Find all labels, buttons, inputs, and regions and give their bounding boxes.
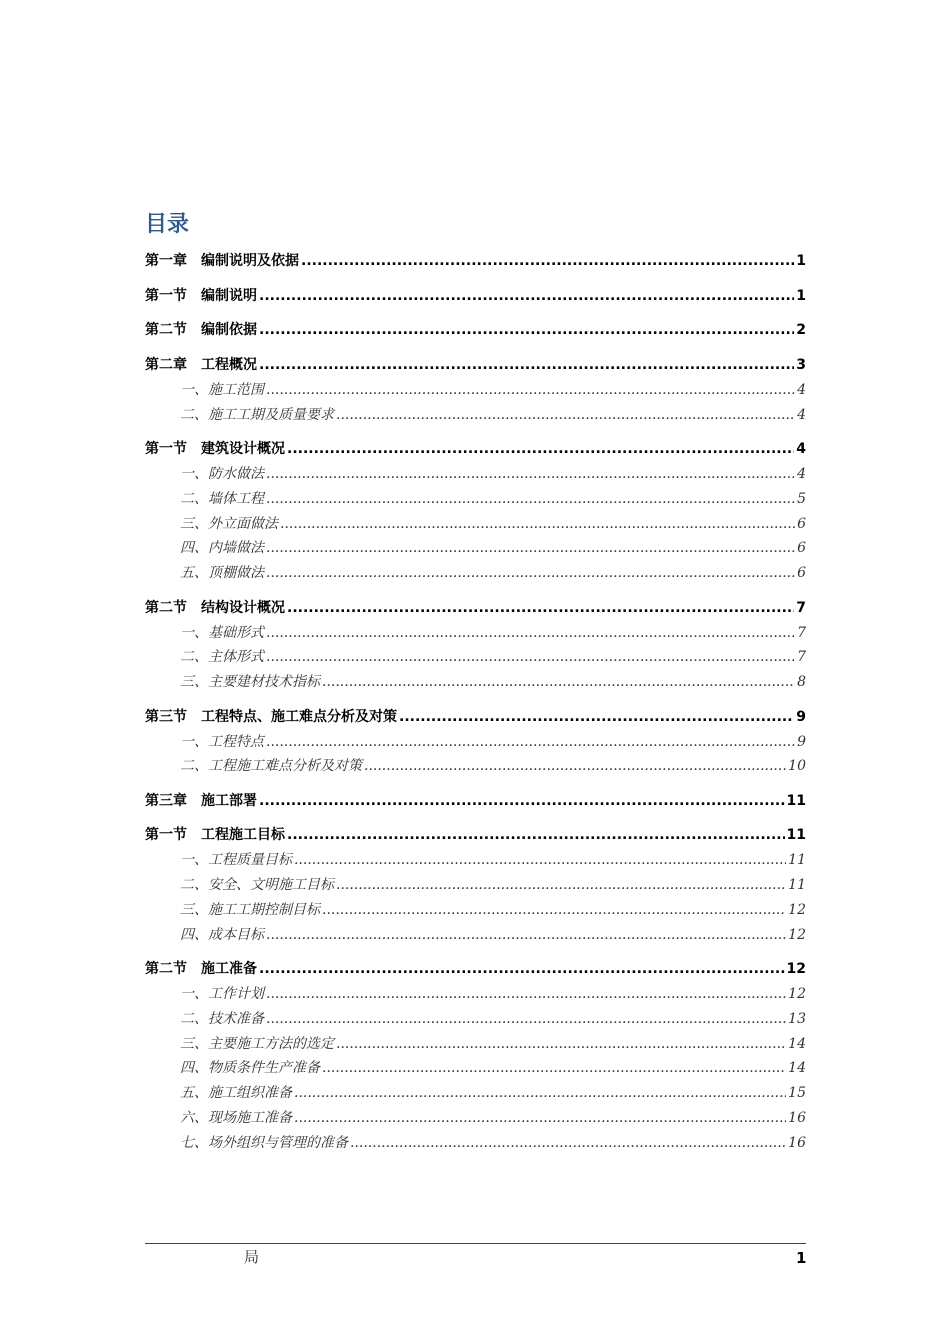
toc-entry-number: 第二节: [145, 599, 187, 616]
toc-subentry[interactable]: [145, 562, 806, 587]
toc-dot-leader: [301, 253, 794, 269]
toc-subentry[interactable]: [145, 1008, 806, 1033]
toc-chapter-entry[interactable]: [145, 319, 806, 344]
toc-entry-number: 四、: [180, 540, 208, 557]
toc-entry-number: 二、: [180, 758, 208, 775]
toc-entry-title: 外立面做法: [208, 515, 278, 532]
toc-entry-number: 二、: [180, 490, 208, 507]
toc-entry-title: 安全、文明施工目标: [208, 877, 334, 894]
toc-subentry[interactable]: [145, 1033, 806, 1058]
toc-entry-number: 四、: [180, 926, 208, 943]
toc-entry-number: 一、: [180, 624, 208, 641]
toc-chapter-entry[interactable]: [145, 354, 806, 379]
toc-entry-page: 16: [788, 1110, 806, 1127]
toc-chapter-entry[interactable]: [145, 790, 806, 815]
toc-dot-leader: [294, 1110, 786, 1126]
toc-entry-number: 七、: [180, 1134, 208, 1151]
toc-subentry[interactable]: [145, 646, 806, 671]
toc-entry-page: 15: [788, 1085, 806, 1102]
toc-entry-number: 二、: [180, 406, 208, 423]
toc-entry-page: 2: [796, 322, 806, 339]
toc-entry-page: 14: [788, 1035, 806, 1052]
toc-entry-page: 3: [796, 356, 806, 373]
toc-entry-page: 12: [786, 961, 806, 978]
toc-subentry[interactable]: [145, 849, 806, 874]
toc-entry-number: 第二节: [145, 322, 187, 339]
toc-dot-leader: [287, 600, 794, 616]
toc-entry-title: 技术准备: [208, 1010, 264, 1027]
toc-entry-title: 施工工期及质量要求: [208, 406, 334, 423]
toc-entry-title: 主要施工方法的选定: [208, 1035, 334, 1052]
toc-subentry[interactable]: [145, 731, 806, 756]
toc-chapter-entry[interactable]: [145, 824, 806, 849]
toc-entry-number: 五、: [180, 1085, 208, 1102]
toc-entry-title: 基础形式: [208, 624, 264, 641]
toc-subentry[interactable]: [145, 463, 806, 488]
toc-entry-page: 7: [797, 624, 806, 641]
toc-entry-page: 4: [797, 381, 806, 398]
toc-entry-page: 9: [797, 733, 806, 750]
toc-subentry[interactable]: [145, 671, 806, 696]
toc-entry-number: 三、: [180, 674, 208, 691]
toc-entry-title: 墙体工程: [208, 490, 264, 507]
toc-entry-number: 一、: [180, 986, 208, 1003]
toc-dot-leader: [259, 322, 794, 338]
toc-chapter-entry[interactable]: [145, 285, 806, 310]
toc-subentry[interactable]: [145, 513, 806, 538]
toc-entry-title: 场外组织与管理的准备: [208, 1134, 348, 1151]
toc-subentry[interactable]: [145, 924, 806, 949]
toc-entry-title: 顶棚做法: [208, 565, 264, 582]
toc-dot-leader: [259, 961, 785, 977]
toc-chapter-entry[interactable]: [145, 438, 806, 463]
toc-entry-page: 4: [797, 406, 806, 423]
toc-dot-leader: [294, 852, 786, 868]
toc-entry-page: 12: [788, 986, 806, 1003]
footer-left-text: 局: [244, 1248, 260, 1266]
toc-entry-number: 四、: [180, 1060, 208, 1077]
toc-entry-page: 6: [797, 515, 806, 532]
toc-entry-title: 施工范围: [208, 381, 264, 398]
toc-subentry[interactable]: [145, 755, 806, 780]
toc-entry-title: 工程概况: [201, 356, 257, 373]
toc-dot-leader: [259, 288, 794, 304]
toc-chapter-entry[interactable]: [145, 250, 806, 275]
toc-subentry[interactable]: [145, 899, 806, 924]
toc-chapter-entry[interactable]: [145, 597, 806, 622]
toc-entry-title: 编制依据: [201, 322, 257, 339]
toc-entry-number: 二、: [180, 1010, 208, 1027]
toc-dot-leader: [259, 357, 794, 373]
toc-subentry[interactable]: [145, 1132, 806, 1157]
toc-dot-leader: [322, 902, 786, 918]
toc-entry-title: 施工组织准备: [208, 1085, 292, 1102]
toc-subentry[interactable]: [145, 537, 806, 562]
toc-dot-leader: [287, 441, 794, 457]
toc-dot-leader: [266, 625, 795, 641]
toc-entry-title: 主体形式: [208, 649, 264, 666]
toc-dot-leader: [259, 793, 785, 809]
toc-dot-leader: [266, 382, 795, 398]
toc-chapter-entry[interactable]: [145, 958, 806, 983]
toc-dot-leader: [294, 1085, 786, 1101]
toc-entry-title: 成本目标: [208, 926, 264, 943]
toc-dot-leader: [266, 565, 795, 581]
toc-entry-page: 14: [788, 1060, 806, 1077]
toc-entry-page: 9: [796, 708, 806, 725]
toc-entry-title: 编制说明及依据: [201, 253, 299, 269]
toc-subentry[interactable]: [145, 983, 806, 1008]
toc-dot-leader: [266, 1011, 786, 1027]
toc-entry-number: 三、: [180, 515, 208, 532]
toc-entry-page: 5: [797, 490, 806, 507]
toc-entry-number: 二、: [180, 649, 208, 666]
toc-entry-page: 13: [788, 1010, 806, 1027]
toc-entry-number: 五、: [180, 565, 208, 582]
toc-entry-page: 7: [797, 649, 806, 666]
toc-entry-title: 防水做法: [208, 465, 264, 482]
toc-entry-number: 第二节: [145, 961, 187, 978]
toc-dot-leader: [336, 407, 795, 423]
toc-dot-leader: [266, 927, 786, 943]
toc-entry-number: 二、: [180, 877, 208, 894]
toc-entry-title: 工程施工难点分析及对策: [208, 758, 362, 775]
toc-dot-leader: [266, 540, 795, 556]
toc-chapter-entry[interactable]: [145, 706, 806, 731]
toc-entry-title: 主要建材技术指标: [208, 674, 320, 691]
toc-entry-title: 施工准备: [201, 961, 257, 978]
toc-entry-number: 第三章: [145, 792, 187, 809]
toc-entry-page: 12: [788, 901, 806, 918]
toc-entry-page: 4: [797, 465, 806, 482]
toc-entry-number: 一、: [180, 852, 208, 869]
toc-entry-page: 11: [788, 852, 806, 869]
toc-entry-title: 内墙做法: [208, 540, 264, 557]
toc-entry-number: 第二章: [145, 356, 187, 373]
toc-entry-title: 工程施工目标: [201, 827, 285, 844]
toc-dot-leader: [266, 491, 795, 507]
toc-subentry[interactable]: [145, 1107, 806, 1132]
toc-dot-leader: [336, 877, 786, 893]
toc-entry-page: 11: [788, 877, 806, 894]
toc-subentry[interactable]: [145, 622, 806, 647]
toc-entry-page: 6: [797, 540, 806, 557]
toc-entry-page: 1: [796, 287, 806, 304]
toc-entry-number: 三、: [180, 1035, 208, 1052]
toc-entry-title: 建筑设计概况: [201, 440, 285, 457]
toc-entry-page: 8: [797, 674, 806, 691]
toc-dot-leader: [350, 1135, 786, 1151]
toc-entry-title: 工程质量目标: [208, 852, 292, 869]
toc-dot-leader: [336, 1036, 786, 1052]
toc-subentry[interactable]: [145, 404, 806, 429]
toc-dot-leader: [280, 516, 795, 532]
toc-entry-title: 施工部署: [201, 792, 257, 809]
toc-dot-leader: [364, 758, 786, 774]
toc-entry-page: 16: [788, 1134, 806, 1151]
toc-entry-title: 工作计划: [208, 986, 264, 1003]
toc-dot-leader: [287, 827, 785, 843]
toc-subentry[interactable]: [145, 1082, 806, 1107]
toc-entry-number: 一、: [180, 733, 208, 750]
toc-entry-number: 第一节: [145, 827, 187, 844]
toc-entry-page: 11: [786, 827, 806, 844]
toc-entry-page: 6: [797, 565, 806, 582]
footer-page-number: 1: [796, 1249, 807, 1267]
toc-entry-page: 4: [796, 440, 806, 457]
toc-subentry[interactable]: [145, 874, 806, 899]
toc-dot-leader: [266, 649, 795, 665]
toc-entry-page: 1: [796, 253, 806, 269]
toc-entry-title: 工程特点、施工难点分析及对策: [201, 708, 397, 725]
toc-entry-number: 第一节: [145, 440, 187, 457]
toc-entry-page: 7: [796, 599, 806, 616]
toc-title: 目录: [145, 212, 190, 237]
table-of-contents: [145, 250, 806, 1157]
toc-dot-leader: [322, 1060, 786, 1076]
toc-entry-title: 物质条件生产准备: [208, 1060, 320, 1077]
toc-dot-leader: [266, 466, 795, 482]
toc-entry-page: 11: [786, 792, 806, 809]
toc-entry-number: 第一节: [145, 287, 187, 304]
toc-entry-title: 编制说明: [201, 287, 257, 304]
footer-divider: [145, 1243, 806, 1244]
toc-subentry[interactable]: [145, 1057, 806, 1082]
toc-dot-leader: [266, 986, 786, 1002]
toc-dot-leader: [266, 734, 795, 750]
toc-entry-number: 一、: [180, 381, 208, 398]
toc-subentry[interactable]: [145, 488, 806, 513]
toc-entry-page: 12: [788, 926, 806, 943]
toc-entry-title: 工程特点: [208, 733, 264, 750]
toc-entry-page: 10: [788, 758, 806, 775]
toc-entry-number: 第三节: [145, 708, 187, 725]
toc-entry-number: 第一章: [145, 253, 187, 269]
toc-dot-leader: [399, 709, 794, 725]
toc-entry-number: 一、: [180, 465, 208, 482]
toc-entry-number: 三、: [180, 901, 208, 918]
toc-entry-title: 结构设计概况: [201, 599, 285, 616]
toc-entry-title: 施工工期控制目标: [208, 901, 320, 918]
toc-entry-number: 六、: [180, 1110, 208, 1127]
toc-dot-leader: [322, 674, 795, 690]
toc-entry-title: 现场施工准备: [208, 1110, 292, 1127]
toc-subentry[interactable]: [145, 379, 806, 404]
